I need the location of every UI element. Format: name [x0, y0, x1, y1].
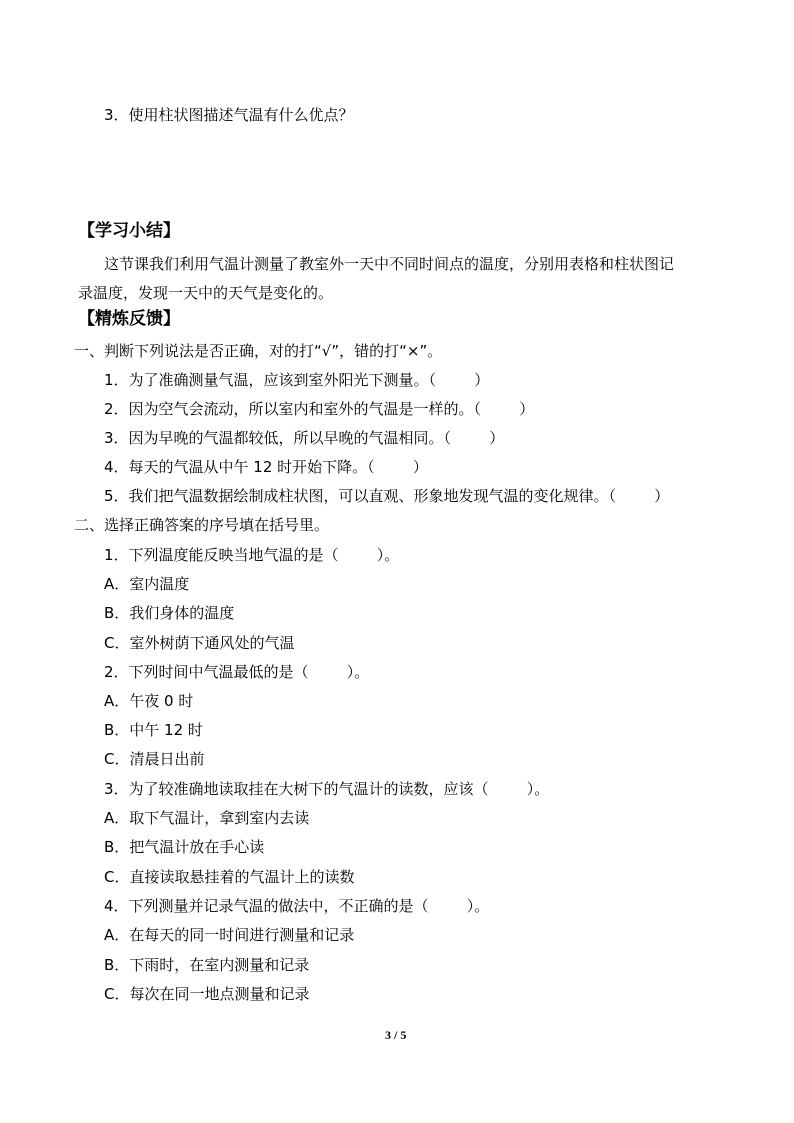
judge-item-1: 1．为了准确测量气温，应该到室外阳光下测量。（ ） — [104, 371, 490, 389]
part2-title: 二、选择正确答案的序号填在括号里。 — [74, 516, 330, 534]
choice-q3-option-a: A．取下气温计，拿到室内去读 — [104, 809, 310, 827]
choice-question-1: 1．下列温度能反映当地气温的是（ ）。 — [104, 546, 400, 564]
choice-q1-option-a: A．室内温度 — [104, 575, 190, 593]
summary-text-line-2: 录温度，发现一天中的天气是变化的。 — [78, 284, 334, 302]
choice-question-2: 2．下列时间中气温最低的是（ ）。 — [104, 663, 370, 681]
part1-title: 一、判断下列说法是否正确，对的打“√”，错的打“×”。 — [74, 342, 443, 360]
choice-q2-option-c: C．清晨日出前 — [104, 750, 205, 768]
judge-item-5: 5．我们把气温数据绘制成柱状图，可以直观、形象地发现气温的变化规律。（ ） — [104, 487, 670, 505]
question-3: 3．使用柱状图描述气温有什么优点？ — [104, 106, 354, 124]
choice-q2-option-a: A．午夜 0 时 — [104, 692, 194, 710]
summary-heading: 【学习小结】 — [78, 221, 180, 241]
judge-item-3: 3．因为早晚的气温都较低，所以早晚的气温相同。（ ） — [104, 429, 505, 447]
choice-q2-option-b: B．中午 12 时 — [104, 721, 203, 739]
summary-text-line-1: 这节课我们利用气温计测量了教室外一天中不同时间点的温度，分别用表格和柱状图记 — [104, 255, 675, 273]
judge-item-2: 2．因为空气会流动，所以室内和室外的气温是一样的。（ ） — [104, 400, 535, 418]
choice-q3-option-b: B．把气温计放在手心读 — [104, 838, 265, 856]
page-number: 3 / 5 — [385, 1028, 407, 1042]
choice-q1-option-c: C．室外树荫下通风处的气温 — [104, 634, 295, 652]
choice-q3-option-c: C．直接读取悬挂着的气温计上的读数 — [104, 868, 355, 886]
choice-question-4: 4．下列测量并记录气温的做法中，不正确的是（ ）。 — [104, 897, 490, 915]
choice-q4-option-a: A．在每天的同一时间进行测量和记录 — [104, 926, 355, 944]
feedback-heading: 【精炼反馈】 — [78, 309, 180, 329]
choice-question-3: 3．为了较准确地读取挂在大树下的气温计的读数，应该（ ）。 — [104, 780, 550, 798]
choice-q4-option-c: C．每次在同一地点测量和记录 — [104, 985, 310, 1003]
choice-q4-option-b: B．下雨时，在室内测量和记录 — [104, 956, 310, 974]
judge-item-4: 4．每天的气温从中午 12 时开始下降。（ ） — [104, 458, 428, 476]
choice-q1-option-b: B．我们身体的温度 — [104, 604, 235, 622]
